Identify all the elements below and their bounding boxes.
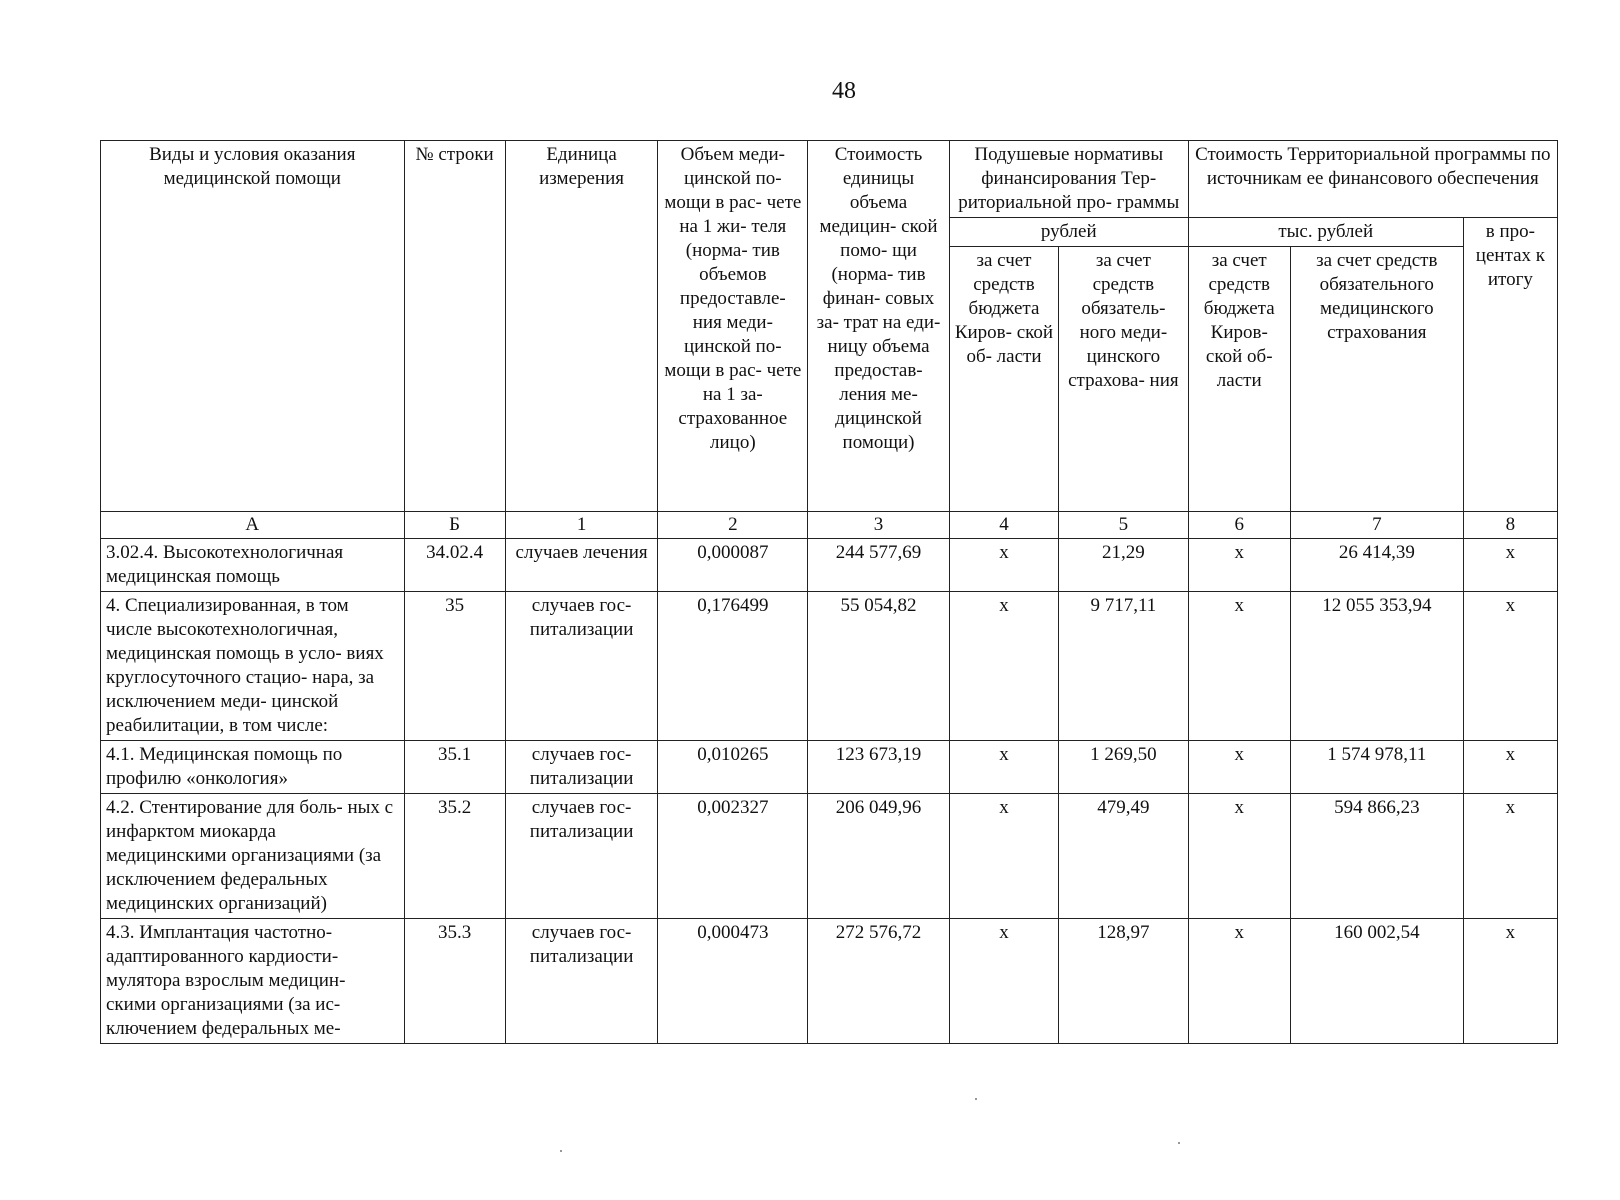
index-cell: А xyxy=(101,512,405,539)
row-cost: 123 673,19 xyxy=(808,741,950,794)
header-kinds: Виды и условия оказания медицинской помощи xyxy=(101,141,405,512)
row-cost: 55 054,82 xyxy=(808,592,950,741)
header-budget-rub: за счет средств бюджета Киров- ской об- ласти xyxy=(949,247,1058,512)
scan-speck xyxy=(1178,1142,1180,1144)
row-name: 3.02.4. Высокотехнологичная медицинская помощь xyxy=(101,539,405,592)
header-thousand-rubles: тыс. рублей xyxy=(1188,218,1463,247)
index-cell: 4 xyxy=(949,512,1058,539)
table-row xyxy=(101,794,1558,919)
index-cell: 7 xyxy=(1290,512,1463,539)
row-unit: случаев гос- питализации xyxy=(505,592,658,741)
table-row xyxy=(101,592,1558,741)
row-name: 4.1. Медицинская помощь по профилю «онкология» xyxy=(101,741,405,794)
index-cell: 8 xyxy=(1463,512,1557,539)
scan-speck xyxy=(975,1098,977,1100)
row-volume: 0,000087 xyxy=(658,539,808,592)
index-cell: 2 xyxy=(658,512,808,539)
page-number: 48 xyxy=(832,78,856,104)
row-percent: х xyxy=(1463,592,1557,741)
header-rubles: рублей xyxy=(949,218,1188,247)
row-volume: 0,010265 xyxy=(658,741,808,794)
row-cost: 272 576,72 xyxy=(808,919,950,1044)
row-volume: 0,000473 xyxy=(658,919,808,1044)
header-budget-thous: за счет средств бюджета Киров- ской об- ласти xyxy=(1188,247,1290,512)
row-name: 4.2. Стентирование для боль- ных с инфарктом миокарда медицинскими организациями (за исключением федеральных медицинских организаций) xyxy=(101,794,405,919)
index-cell: 1 xyxy=(505,512,658,539)
row-number: 35.2 xyxy=(404,794,505,919)
index-cell: 5 xyxy=(1059,512,1189,539)
row-name: 4.3. Имплантация частотно- адаптированного кардиости- мулятора взрослым медицин- скими организациями (за ис- ключением федеральных ме- xyxy=(101,919,405,1044)
header-unit-cost: Стоимость единицы объема медицин- ской помо- щи (норма- тив финан- совых за- трат на еди- ницу объема предостав- ления ме- дицинской помощи) xyxy=(808,141,950,512)
row-tc-oms: 160 002,54 xyxy=(1290,919,1463,1044)
row-cost: 206 049,96 xyxy=(808,794,950,919)
row-unit: случаев гос- питализации xyxy=(505,919,658,1044)
row-tc-budget: х xyxy=(1188,592,1290,741)
header-oms-thous: за счет средств обязательного медицинского страхования xyxy=(1290,247,1463,512)
medical-care-table xyxy=(100,140,1558,1044)
row-percent: х xyxy=(1463,794,1557,919)
index-cell: 6 xyxy=(1188,512,1290,539)
header-per-capita: Подушевые нормативы финансирования Тер- риториальной про- граммы xyxy=(949,141,1188,218)
column-index-row xyxy=(101,512,1558,539)
row-tc-oms: 594 866,23 xyxy=(1290,794,1463,919)
row-cost: 244 577,69 xyxy=(808,539,950,592)
header-unit: Единица измерения xyxy=(505,141,658,512)
row-unit: случаев лечения xyxy=(505,539,658,592)
row-pc-oms: 1 269,50 xyxy=(1059,741,1189,794)
header-territorial-cost: Стоимость Территориальной программы по источникам ее финансового обеспечения xyxy=(1188,141,1557,218)
row-unit: случаев гос- питализации xyxy=(505,794,658,919)
row-pc-budget: х xyxy=(949,592,1058,741)
header-row-number: № строки xyxy=(404,141,505,512)
row-number: 35.3 xyxy=(404,919,505,1044)
row-percent: х xyxy=(1463,741,1557,794)
row-volume: 0,176499 xyxy=(658,592,808,741)
header-volume: Объем меди- цинской по- мощи в рас- чете на 1 жи- теля (норма- тив объемов предоставле- ния меди- цинской по- мощи в рас- чете на 1 за- страхованное лицо) xyxy=(658,141,808,512)
row-number: 35 xyxy=(404,592,505,741)
table-row xyxy=(101,919,1558,1044)
row-unit: случаев гос- питализации xyxy=(505,741,658,794)
row-pc-budget: х xyxy=(949,919,1058,1044)
row-pc-oms: 9 717,11 xyxy=(1059,592,1189,741)
index-cell: Б xyxy=(404,512,505,539)
header-percent: в про- центах к итогу xyxy=(1463,218,1557,512)
row-pc-oms: 479,49 xyxy=(1059,794,1189,919)
row-tc-oms: 12 055 353,94 xyxy=(1290,592,1463,741)
table-row xyxy=(101,741,1558,794)
row-tc-budget: х xyxy=(1188,794,1290,919)
row-pc-oms: 128,97 xyxy=(1059,919,1189,1044)
row-percent: х xyxy=(1463,919,1557,1044)
index-cell: 3 xyxy=(808,512,950,539)
scan-speck xyxy=(560,1150,562,1152)
row-tc-budget: х xyxy=(1188,539,1290,592)
row-tc-budget: х xyxy=(1188,741,1290,794)
row-name: 4. Специализированная, в том числе высокотехнологичная, медицинская помощь в усло- виях круглосуточного стацио- нара, за исключением меди- цинской реабилитации, в том числе: xyxy=(101,592,405,741)
row-tc-oms: 1 574 978,11 xyxy=(1290,741,1463,794)
row-number: 34.02.4 xyxy=(404,539,505,592)
row-tc-oms: 26 414,39 xyxy=(1290,539,1463,592)
row-tc-budget: х xyxy=(1188,919,1290,1044)
table-row xyxy=(101,539,1558,592)
row-pc-budget: х xyxy=(949,539,1058,592)
row-pc-budget: х xyxy=(949,794,1058,919)
row-number: 35.1 xyxy=(404,741,505,794)
row-volume: 0,002327 xyxy=(658,794,808,919)
row-pc-oms: 21,29 xyxy=(1059,539,1189,592)
row-pc-budget: х xyxy=(949,741,1058,794)
header-oms-rub: за счет средств обязатель- ного меди- цинского страхова- ния xyxy=(1059,247,1189,512)
row-percent: х xyxy=(1463,539,1557,592)
